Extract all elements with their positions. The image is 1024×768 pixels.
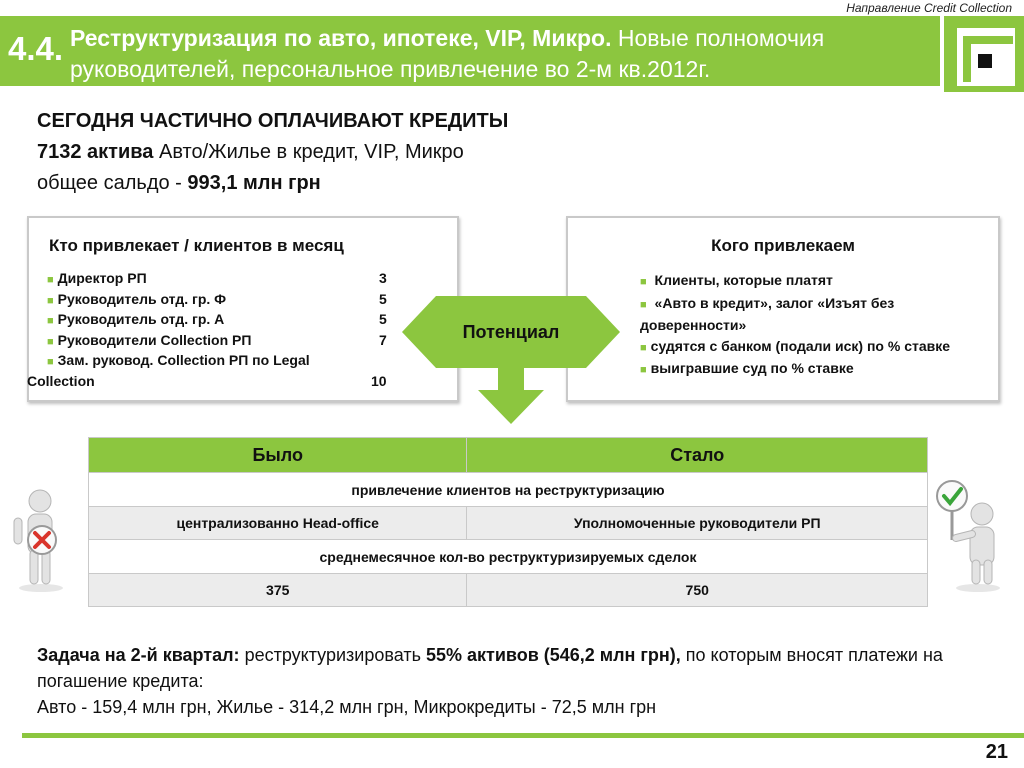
task-text: реструктуризировать bbox=[239, 645, 426, 665]
merged-cell: привлечение клиентов на реструктуризацию bbox=[89, 473, 928, 507]
cell-after: 750 bbox=[467, 574, 928, 607]
item-value: 10 bbox=[371, 372, 387, 389]
bullet-icon: ■ bbox=[640, 276, 647, 288]
item-value: 7 bbox=[379, 331, 387, 348]
top-note: Направление Credit Collection bbox=[846, 1, 1012, 15]
item-text: Клиенты, которые платят bbox=[654, 272, 833, 288]
assets-count: 7132 актива bbox=[37, 141, 154, 163]
item-text: «Авто в кредит», залог «Изъят без доверенности» bbox=[640, 294, 895, 333]
list-item bbox=[47, 291, 397, 312]
task-label: Задача на 2-й квартал: bbox=[37, 645, 240, 665]
item-label: Collection bbox=[27, 372, 95, 389]
section-number: 4.4. bbox=[8, 30, 64, 67]
task-percent: 55% активов (546,2 млн грн), bbox=[425, 645, 681, 665]
whom-attract-title: Кого привлекаем bbox=[711, 236, 855, 255]
bullet-icon: ■ bbox=[640, 298, 647, 311]
task-breakdown: Авто - 159,4 млн грн, Жилье - 314,2 млн грн, Микрокредиты - 72,5 млн грн bbox=[37, 697, 657, 717]
logo-stroke-v bbox=[963, 36, 971, 82]
bullet-icon: ■ bbox=[47, 274, 54, 286]
comparison-table bbox=[88, 437, 928, 607]
item-label: Руководители Collection РП bbox=[57, 331, 252, 348]
list-item bbox=[640, 270, 970, 293]
list-item bbox=[47, 311, 397, 332]
list-item bbox=[640, 293, 970, 336]
item-text: судятся с банком (подали иск) по % ставке bbox=[650, 337, 951, 354]
bullet-icon: ■ bbox=[640, 364, 647, 376]
who-attracts-panel bbox=[27, 216, 459, 402]
item-value: 3 bbox=[379, 270, 387, 286]
header-after: Стало bbox=[467, 438, 928, 473]
figure-cross-icon bbox=[6, 488, 76, 593]
balance-value: 993,1 млн грн bbox=[187, 172, 321, 194]
cell-before: централизованно Head-office bbox=[89, 507, 467, 540]
item-value: 5 bbox=[379, 311, 387, 327]
who-attracts-list bbox=[27, 270, 397, 393]
item-value: 5 bbox=[379, 290, 387, 307]
list-item bbox=[640, 336, 970, 359]
table-row bbox=[89, 473, 928, 507]
table-header-row bbox=[89, 438, 928, 473]
figure-check-icon bbox=[930, 478, 1010, 593]
bullet-icon: ■ bbox=[47, 356, 54, 368]
page-number: 21 bbox=[985, 741, 1008, 763]
assets-desc: Авто/Жилье в кредит, VIP, Микро bbox=[153, 141, 464, 163]
page-title bbox=[70, 23, 940, 85]
bullet-icon: ■ bbox=[640, 341, 647, 354]
list-item bbox=[47, 270, 397, 291]
intro-assets bbox=[37, 137, 508, 168]
bullet-icon: ■ bbox=[47, 335, 54, 348]
arrow-right-icon bbox=[586, 296, 620, 368]
whom-attract-list bbox=[640, 270, 970, 381]
item-label: Зам. руковод. Collection РП по Legal bbox=[57, 352, 310, 368]
table-row bbox=[89, 574, 928, 607]
intro-block bbox=[37, 106, 508, 199]
table-row bbox=[89, 540, 928, 574]
item-label: Руководитель отд. гр. Ф bbox=[57, 290, 227, 307]
bullet-icon: ■ bbox=[47, 294, 54, 307]
task-text-cont: по которым вносят платежи на погашение кредита: bbox=[37, 645, 943, 691]
list-item bbox=[640, 358, 970, 381]
list-item bbox=[47, 332, 397, 353]
merged-cell: среднемесячное кол-во реструктуризируемых сделок bbox=[89, 540, 928, 574]
arrow-down-icon bbox=[478, 390, 544, 424]
intro-heading: СЕГОДНЯ ЧАСТИЧНО ОПЛАЧИВАЮТ КРЕДИТЫ bbox=[37, 110, 509, 132]
title-rest: Новые полномочия руководителей, персональное привлечение во 2-м кв.2012г. bbox=[70, 25, 825, 82]
list-item-continuation bbox=[27, 373, 397, 394]
intro-balance bbox=[37, 168, 508, 199]
task-line bbox=[37, 642, 997, 694]
list-item bbox=[47, 352, 397, 373]
cell-before: 375 bbox=[89, 574, 467, 607]
item-label: Руководитель отд. гр. А bbox=[57, 311, 225, 327]
potential-label: Потенциал bbox=[462, 322, 560, 342]
footer-divider bbox=[22, 733, 1024, 738]
table-row bbox=[89, 507, 928, 540]
quarter-task bbox=[37, 642, 997, 720]
whom-attract-panel bbox=[566, 216, 1000, 402]
who-attracts-title: Кто привлекает / клиентов в месяц bbox=[49, 236, 344, 255]
bullet-icon: ■ bbox=[47, 315, 54, 327]
cell-after: Уполномоченные руководители РП bbox=[467, 507, 928, 540]
logo-square bbox=[978, 54, 992, 68]
balance-label: общее сальдо - bbox=[37, 172, 188, 194]
arrow-left-icon bbox=[402, 296, 436, 368]
header-before: Было bbox=[89, 438, 467, 473]
item-label: Директор РП bbox=[57, 270, 147, 286]
item-text: выигравшие суд по % ставке bbox=[650, 360, 854, 376]
title-bold: Реструктуризация по авто, ипотеке, VIP, Микро. bbox=[70, 25, 612, 51]
